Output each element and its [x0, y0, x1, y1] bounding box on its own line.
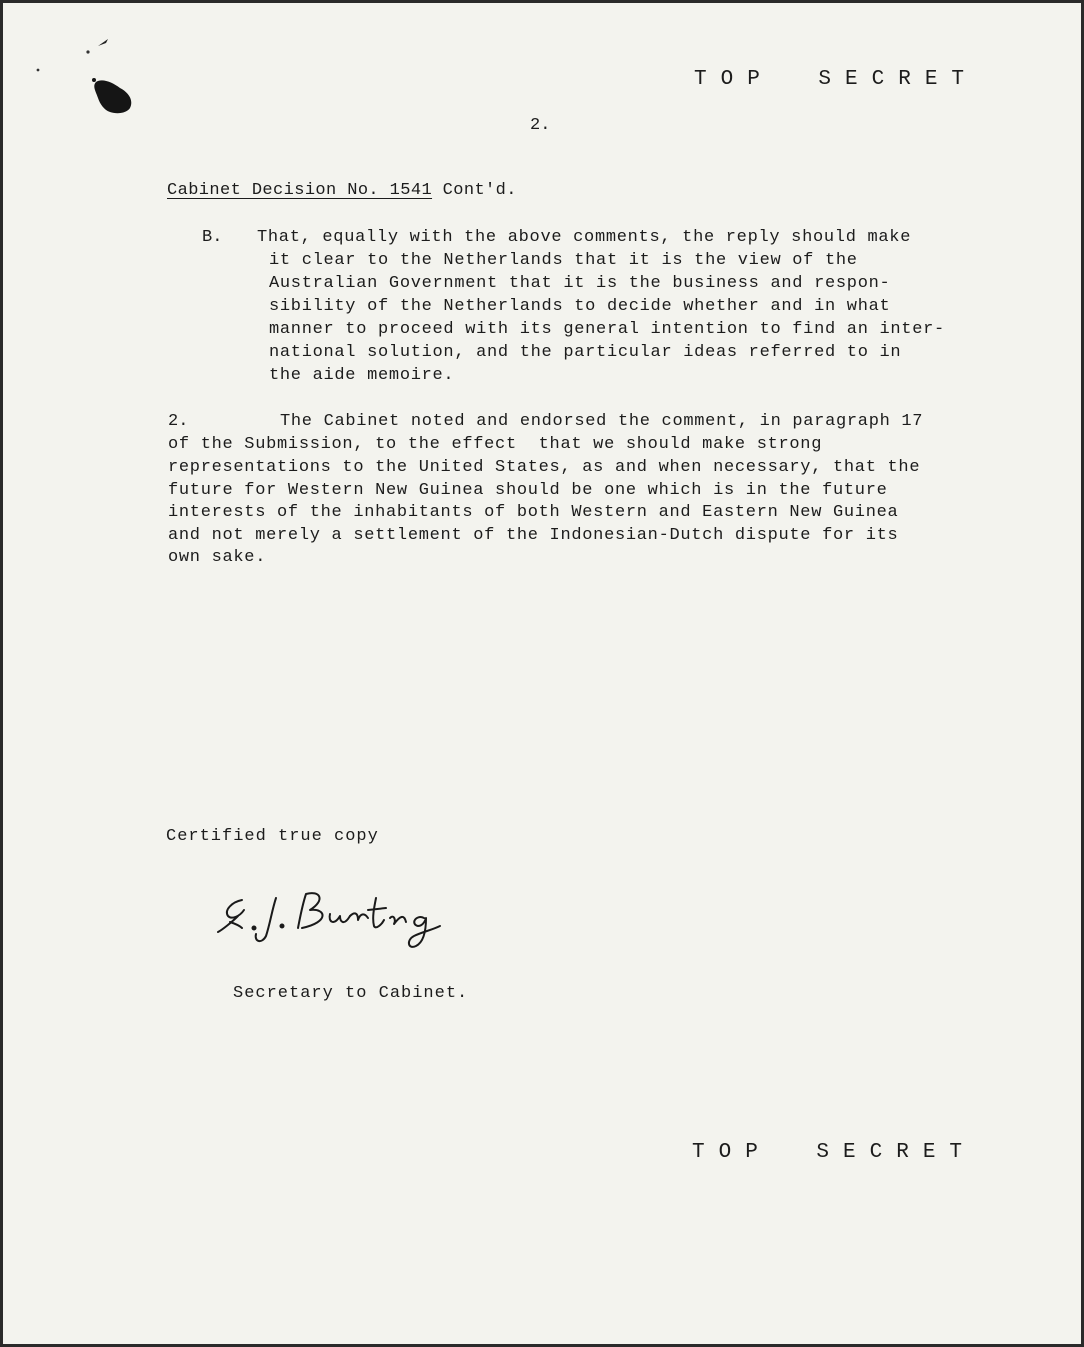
paragraph-2-line: representations to the United States, as and when necessary, that the	[168, 458, 921, 477]
certification-label: Certified true copy	[166, 827, 379, 846]
bottom-classification-marking: TOP SECRET	[692, 1141, 977, 1164]
page-number: 2.	[530, 116, 551, 135]
paragraph-2-line: own sake.	[168, 548, 267, 567]
paragraph-b-line: manner to proceed with its general intention to find an inter-	[269, 320, 945, 339]
paragraph-2-line: and not merely a settlement of the Indonesian-Dutch dispute for its	[168, 526, 899, 545]
decision-heading-title: Cabinet Decision No. 1541	[167, 181, 433, 200]
handwritten-signature	[210, 880, 460, 960]
decision-heading-suffix: Cont'd.	[432, 181, 517, 200]
paragraph-b-line: Australian Government that it is the business and respon-	[269, 274, 891, 293]
paragraph-b-line: the aide memoire.	[269, 366, 455, 385]
paragraph-2-label: 2.	[168, 412, 189, 431]
paragraph-2-line: of the Submission, to the effect that we should make strong	[168, 435, 823, 454]
paragraph-b-line: sibility of the Netherlands to decide whether and in what	[269, 297, 891, 316]
paragraph-2-line: future for Western New Guinea should be one which is in the future	[168, 481, 888, 500]
signatory-title: Secretary to Cabinet.	[233, 984, 469, 1003]
decision-heading	[167, 181, 517, 200]
paragraph-b-label: B.	[202, 228, 223, 247]
paragraph-2-line: The Cabinet noted and endorsed the comment, in paragraph 17	[280, 412, 924, 431]
paragraph-b-line: That, equally with the above comments, the reply should make	[257, 228, 912, 247]
paragraph-b-line: it clear to the Netherlands that it is the view of the	[269, 251, 858, 270]
paragraph-2-line: interests of the inhabitants of both Western and Eastern New Guinea	[168, 503, 899, 522]
paragraph-b-line: national solution, and the particular ideas referred to in	[269, 343, 902, 362]
top-classification-marking: TOP SECRET	[694, 68, 979, 91]
ink-blot-mark	[30, 30, 150, 130]
